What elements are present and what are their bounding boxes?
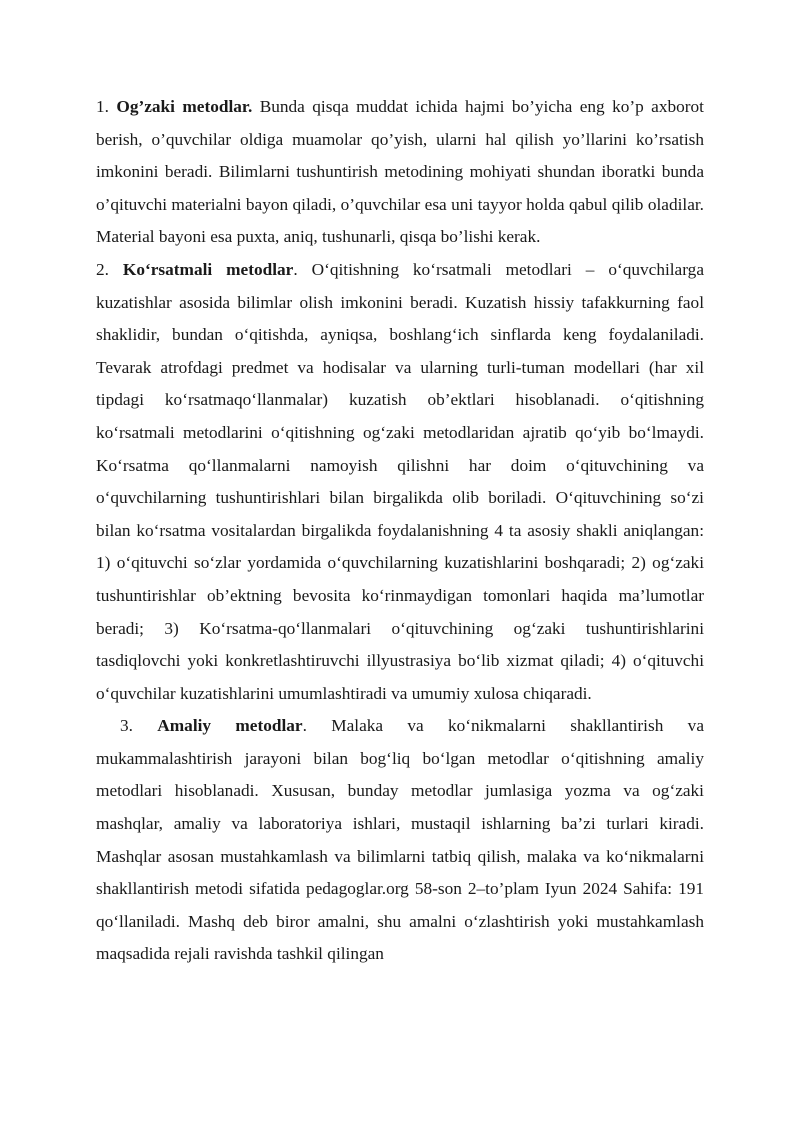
- paragraph-oral-methods: [96, 91, 704, 254]
- paragraph-body: . O‘qitishning ko‘rsatmali metodlari – o‘quvchilarga kuzatishlar asosida bilimlar olish imkonini beradi. Kuzatish hissiy tafakkurning faol shaklidir, bundan o‘qitishda, ayniqsa, boshlang‘ich sinflarda keng foydalaniladi. Tevarak atrofdagi predmet va hodisalar va ularning turli-tuman modellari (har xil tipdagi ko‘rsatmaqo‘llanmalar) kuzatish ob’ektlari hisoblanadi. o‘qitishning ko‘rsatmali metodlarini o‘qitishning og‘zaki metodlaridan ajratib qo‘yib bo‘lmaydi. Ko‘rsatma qo‘llanmalarni namoyish qilishni har doim o‘qituvchining va o‘quvchilarning tushuntirishlari bilan birgalikda olib boriladi. O‘qituvchining so‘zi bilan ko‘rsatma vositalardan birgalikda foydalanishning 4 ta asosiy shakli aniqlangan: 1) o‘qituvchi so‘zlar yordamida o‘quvchilarning kuzatishlarini boshqaradi; 2) og‘zaki tushuntirishlar ob’ektning bevosita ko‘rinmaydigan tomonlari haqida ma’lumotlar beradi; 3) Ko‘rsatma-qo‘llanmalari o‘qituvchining og‘zaki tushuntirishlarini tasdiqlovchi yoki konkretlashtiruvchi illyustrasiya bo‘lib xizmat qiladi; 4) o‘qituvchi o‘quvchilar kuzatishlarini umumlashtiradi va umumiy xulosa chiqaradi.: [96, 259, 704, 703]
- paragraph-heading: Og’zaki metodlar.: [116, 97, 253, 116]
- paragraph-body: . Malaka va ko‘nikmalarni shakllantirish va mukammalashtirish jarayoni bilan bog‘liq bo‘lgan metodlar o‘qitishning amaliy metodlari hisoblanadi. Xususan, bunday metodlar jumlasiga yozma va og‘zaki mashqlar, amaliy va laboratoriya ishlari, mustaqil ishlarning ba’zi turlari kiradi. Mashqlar asosan mustahkamlash va bilimlarni tatbiq qilish, malaka va ko‘nikmalarni shakllantirish metodi sifatida pedagoglar.org 58-son 2–to’plam Iyun 2024 Sahifa: 191 qo‘llaniladi. Mashq deb biror amalni, shu amalni o‘zlashtirish yoki mustahkamlash maqsadida rejali ravishda tashkil qilingan: [96, 716, 704, 964]
- paragraph-body: Bunda qisqa muddat ichida hajmi bo’yicha eng ko’p axborot berish, o’quvchilar oldiga muamolar qo’yish, ularni hal qilish yo’llarini ko’rsatish imkonini beradi. Bilimlarni tushuntirish metodining mohiyati shundan iboratki bunda o’qituvchi materialni bayon qiladi, o’quvchilar esa uni tayyor holda qabul qilib oladilar. Material bayoni esa puxta, aniq, tushunarli, qisqa bo’lishi kerak.: [96, 97, 704, 247]
- paragraph-number: 2.: [96, 259, 109, 279]
- paragraph-number: 3.: [120, 716, 133, 736]
- paragraph-heading: Ko‘rsatmali metodlar: [122, 259, 294, 279]
- paragraph-practical-methods: [96, 710, 704, 971]
- document-page: [96, 91, 704, 971]
- paragraph-heading: Amaliy metodlar: [157, 716, 303, 736]
- paragraph-visual-methods: [96, 254, 704, 710]
- paragraph-number: 1.: [96, 97, 109, 116]
